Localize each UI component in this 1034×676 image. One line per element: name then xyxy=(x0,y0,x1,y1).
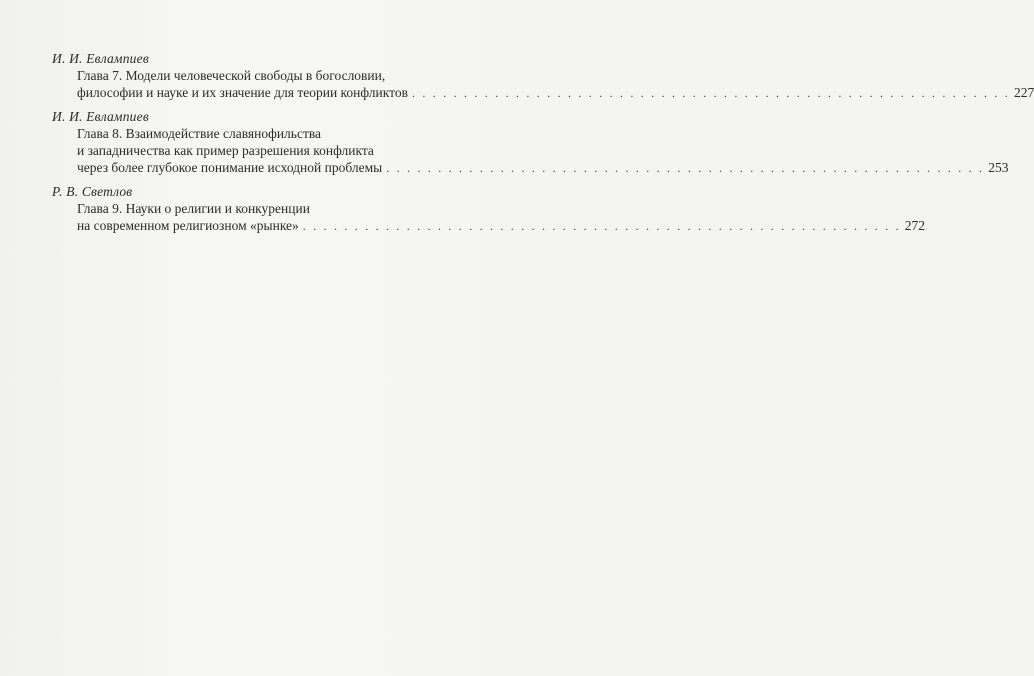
toc-entry xyxy=(52,183,926,235)
toc-author: Р. В. Светлов xyxy=(52,184,133,199)
toc-title-last-line xyxy=(77,217,926,235)
page-number: 272 xyxy=(904,218,926,233)
page-number: 253 xyxy=(988,160,1009,175)
table-of-contents xyxy=(52,50,1034,241)
toc-author: И. И. Евлампиев xyxy=(52,109,149,124)
toc-title-line: философии и науке и их значение для теории конфликтов xyxy=(77,85,408,100)
toc-title-line: на современном религиозном «рынке» xyxy=(77,218,299,233)
page-number: 227 xyxy=(1014,85,1034,100)
toc-title-line: и западничества как пример разрешения конфликта xyxy=(77,143,374,158)
toc-title-line: Глава 8. Взаимодействие славянофильства xyxy=(77,126,322,141)
toc-entry xyxy=(52,50,1034,102)
toc-title xyxy=(52,200,926,235)
dot-leader: . . . . . . . . . . . . . . . . . . . . . . . . . . . . . . . . . . . . . . . . . . . . . . . . . . . . . . . . . . xyxy=(386,161,985,175)
dot-leader: . . . . . . . . . . . . . . . . . . . . . . . . . . . . . . . . . . . . . . . . . . . . . . . . . . . . . . . . . . xyxy=(302,219,901,233)
toc-title-line: Глава 9. Науки о религии и конкуренции xyxy=(77,201,310,216)
toc-title-line: через более глубокое понимание исходной проблемы xyxy=(77,160,383,175)
dot-leader: . . . . . . . . . . . . . . . . . . . . . . . . . . . . . . . . . . . . . . . . . . . . . . . . . . . . . . . . . . xyxy=(412,86,1010,100)
toc-entry xyxy=(52,108,1009,177)
toc-title xyxy=(52,125,1009,177)
toc-title-last-line xyxy=(77,84,1034,102)
toc-author: И. И. Евлампиев xyxy=(52,51,149,66)
toc-title-last-line xyxy=(77,159,1009,177)
toc-title-line: Глава 7. Модели человеческой свободы в богословии, xyxy=(77,68,386,83)
toc-title xyxy=(52,67,1034,102)
